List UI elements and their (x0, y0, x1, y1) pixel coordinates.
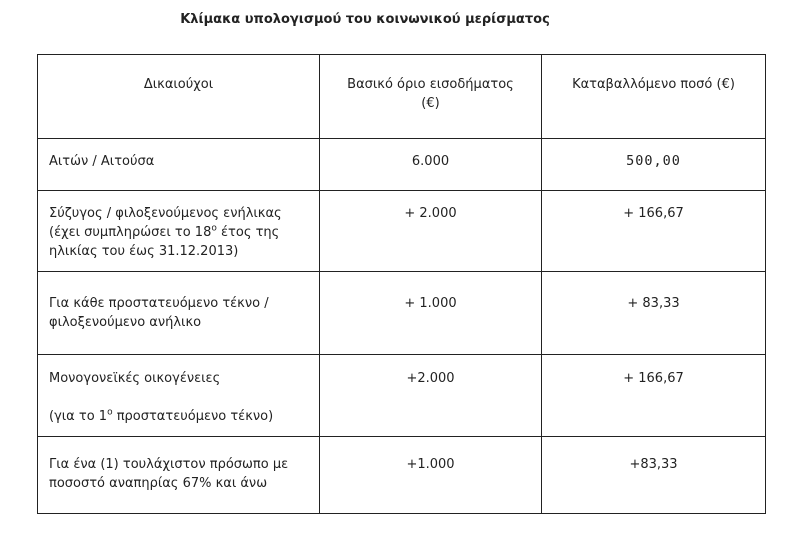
row-amount: + 83,33 (627, 296, 680, 311)
row-threshold: 6.000 (411, 154, 450, 169)
row-label-superscript: ο (211, 223, 217, 234)
dividend-scale-table (37, 54, 766, 514)
row-label-line: Σύζυγος / φιλοξενούμενος ενήλικας (49, 206, 282, 221)
row-label-line: Για κάθε προστατευόμενο τέκνο / (49, 296, 269, 311)
row-threshold: + 2.000 (404, 206, 457, 221)
row-amount: +83,33 (629, 457, 678, 472)
table-row (38, 191, 766, 272)
table-row (38, 437, 766, 514)
row-threshold-cell (320, 191, 542, 272)
row-label-cell (38, 437, 320, 514)
table-row (38, 355, 766, 437)
table-row (38, 139, 766, 191)
row-label-cell (38, 139, 320, 191)
row-amount-cell (542, 191, 766, 272)
row-threshold: +1.000 (406, 457, 455, 472)
table-row (38, 272, 766, 355)
row-amount-cell (542, 437, 766, 514)
row-threshold-cell (320, 139, 542, 191)
row-threshold-cell (320, 272, 542, 355)
row-label-line: έτος της (216, 225, 280, 240)
row-threshold-cell (320, 355, 542, 437)
row-amount-cell (542, 272, 766, 355)
row-amount-cell (542, 139, 766, 191)
header-beneficiaries-label: Δικαιούχοι (143, 77, 214, 92)
row-label: Αιτών / Αιτούσα (49, 154, 155, 169)
header-amount-paid-label: Καταβαλλόμενο ποσό (€) (572, 77, 735, 92)
row-label-line: προστατευόμενο τέκνο) (112, 409, 274, 424)
page-title: Κλίμακα υπολογισμού του κοινωνικού μερίσματος (180, 12, 550, 27)
row-amount-cell (542, 355, 766, 437)
header-income-threshold-unit: (€) (421, 96, 440, 111)
header-income-threshold (320, 55, 542, 139)
row-threshold: +2.000 (406, 371, 455, 386)
table-header-row (38, 55, 766, 139)
header-amount-paid (542, 55, 766, 139)
row-label-line: Μονογονεϊκές οικογένειες (49, 371, 221, 386)
row-label-cell (38, 191, 320, 272)
header-beneficiaries (38, 55, 320, 139)
row-amount: + 166,67 (623, 206, 684, 221)
row-label-line: φιλοξενούμενο ανήλικο (49, 315, 202, 330)
header-income-threshold-label: Βασικό όριο εισοδήματος (347, 77, 514, 92)
row-amount: + 166,67 (623, 371, 684, 386)
row-label-line: (έχει συμπληρώσει το 18 (49, 225, 212, 240)
row-label-line: ηλικίας του έως 31.12.2013) (49, 244, 239, 259)
row-amount: 500,00 (626, 153, 681, 169)
row-threshold-cell (320, 437, 542, 514)
row-label-superscript: ο (107, 407, 113, 418)
row-label-cell (38, 355, 320, 437)
row-label-cell (38, 272, 320, 355)
row-label-line: Για ένα (1) τουλάχιστον πρόσωπο με (49, 457, 289, 472)
row-threshold: + 1.000 (404, 296, 457, 311)
row-label-line: (για το 1 (49, 409, 108, 424)
row-label-line: ποσοστό αναπηρίας 67% και άνω (49, 476, 268, 491)
